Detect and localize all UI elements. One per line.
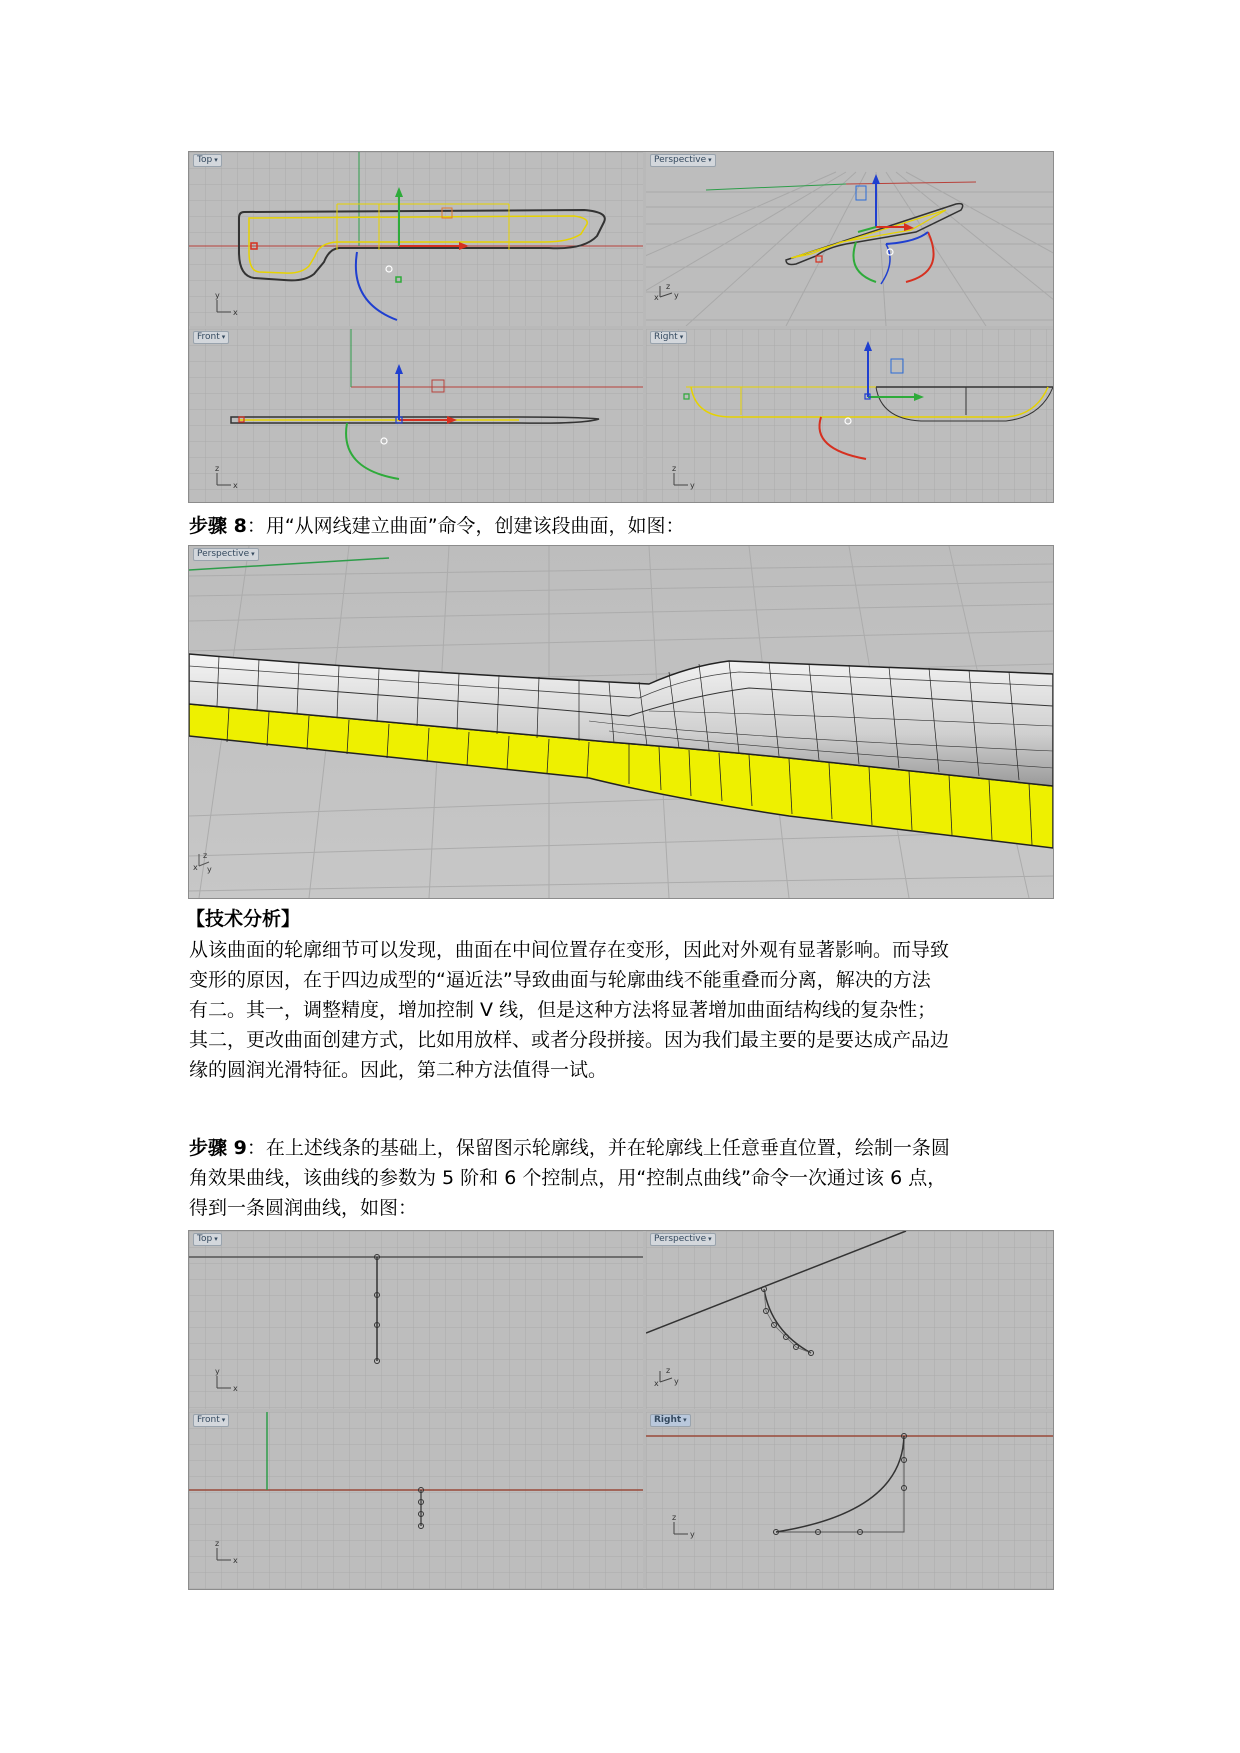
chevron-down-icon[interactable]: ▾ [221,1416,226,1424]
axis-z-label: z [672,1513,677,1522]
viewport-tab-top[interactable]: Top ▾ [193,1233,222,1246]
viewport-front[interactable] [189,329,643,502]
axis-y-label: y [690,481,695,490]
viewport-front-drawing [189,329,643,502]
viewport-tab-front[interactable]: Front ▾ [193,331,229,344]
chevron-down-icon[interactable]: ▾ [214,1235,218,1243]
analysis-heading: 【技术分析】 [186,908,301,930]
viewport-top-drawing [189,1231,643,1409]
axis-z-label: z [666,282,671,291]
chevron-down-icon[interactable]: ▾ [251,550,255,558]
viewport-right-drawing [646,329,1053,502]
analysis-line: 缘的圆润光滑特征。因此，第二种方法值得一试。 [189,1059,608,1081]
viewport-front-drawing [189,1412,643,1589]
analysis-line: 从该曲面的轮廓细节可以发现，曲面在中间位置存在变形，因此对外观有显著影响。而导致 [189,939,950,961]
axis-x-label: x [233,481,238,490]
axis-x-label: x [654,293,659,302]
axis-x-label: x [654,1379,659,1388]
axis-x-label: x [193,863,198,872]
axis-z-label: z [672,464,677,473]
figure-3-rhino-four-viewports [188,1230,1054,1590]
chevron-down-icon[interactable]: ▾ [683,1416,687,1424]
figure-1-rhino-four-viewports [188,151,1054,503]
viewport-tab-perspective[interactable]: Perspective ▾ [650,1233,716,1246]
step-8-label: 步骤 8 [189,515,247,537]
axis-y-label: y [674,1377,679,1386]
step-8-text: ：用“从网线建立曲面”命令，创建该段曲面，如图： [246,515,685,537]
step-9-line: 角效果曲线，该曲线的参数为 5 阶和 6 个控制点，用“控制点曲线”命令一次通过该 6 点， [189,1167,947,1189]
step-8-paragraph [189,511,1059,541]
analysis-line: 其二，更改曲面创建方式，比如用放样、或者分段拼接。因为我们最主要的是要达成产品边 [189,1029,950,1051]
viewport-tab-front[interactable]: Front ▾ [193,1414,229,1427]
axis-y-label: y [690,1530,695,1539]
figure-2-perspective-surface [188,545,1054,899]
viewport-tab-perspective[interactable]: Perspective ▾ [650,154,716,167]
viewport-tab-right[interactable]: Right ▾ [650,1414,691,1427]
viewport-top[interactable] [189,152,643,326]
chevron-down-icon[interactable]: ▾ [708,1235,712,1243]
viewport-perspective[interactable] [646,1231,1053,1409]
axis-y-label: y [215,1367,220,1376]
step-9-line: ：在上述线条的基础上，保留图示轮廓线，并在轮廓线上任意垂直位置，绘制一条圆 [246,1137,950,1159]
viewport-perspective-large[interactable] [189,546,1053,898]
axis-x-label: x [233,1556,238,1565]
axis-z-label: z [215,1539,220,1548]
viewport-right[interactable] [646,1412,1053,1589]
viewport-tab-top[interactable]: Top ▾ [193,154,222,167]
chevron-down-icon[interactable]: ▾ [708,156,712,164]
axis-y-label: y [674,291,679,300]
surface-render-drawing [189,546,1053,898]
axis-z-label: z [666,1366,671,1375]
axis-z-label: z [215,464,220,473]
step-9-paragraph [189,1133,1059,1223]
axis-y-label: y [215,291,220,300]
chevron-down-icon[interactable]: ▾ [221,333,226,341]
analysis-line: 有二。其一，调整精度，增加控制 V 线，但是这种方法将显著增加曲面结构线的复杂性； [189,999,937,1021]
viewport-right-drawing [646,1412,1053,1589]
step-9-label: 步骤 9 [189,1137,247,1159]
viewport-front[interactable] [189,1412,643,1589]
axis-z-label: z [203,851,208,860]
viewport-tab-right[interactable]: Right ▾ [650,331,687,344]
viewport-top-drawing [189,152,643,326]
viewport-perspective-drawing [646,1231,1053,1409]
axis-x-label: x [233,308,238,317]
viewport-top[interactable] [189,1231,643,1409]
chevron-down-icon[interactable]: ▾ [679,333,684,341]
viewport-right[interactable] [646,329,1053,502]
axis-x-label: x [233,1384,238,1393]
viewport-perspective[interactable] [646,152,1053,326]
viewport-perspective-drawing [646,152,1053,326]
axis-y-label: y [207,865,212,874]
analysis-line: 变形的原因，在于四边成型的“逼近法”导致曲面与轮廓曲线不能重叠而分离，解决的方法 [189,969,931,991]
analysis-paragraph [189,935,1059,1085]
viewport-tab-perspective[interactable]: Perspective ▾ [193,548,259,561]
chevron-down-icon[interactable]: ▾ [214,156,218,164]
step-9-line: 得到一条圆润曲线，如图： [189,1197,418,1219]
